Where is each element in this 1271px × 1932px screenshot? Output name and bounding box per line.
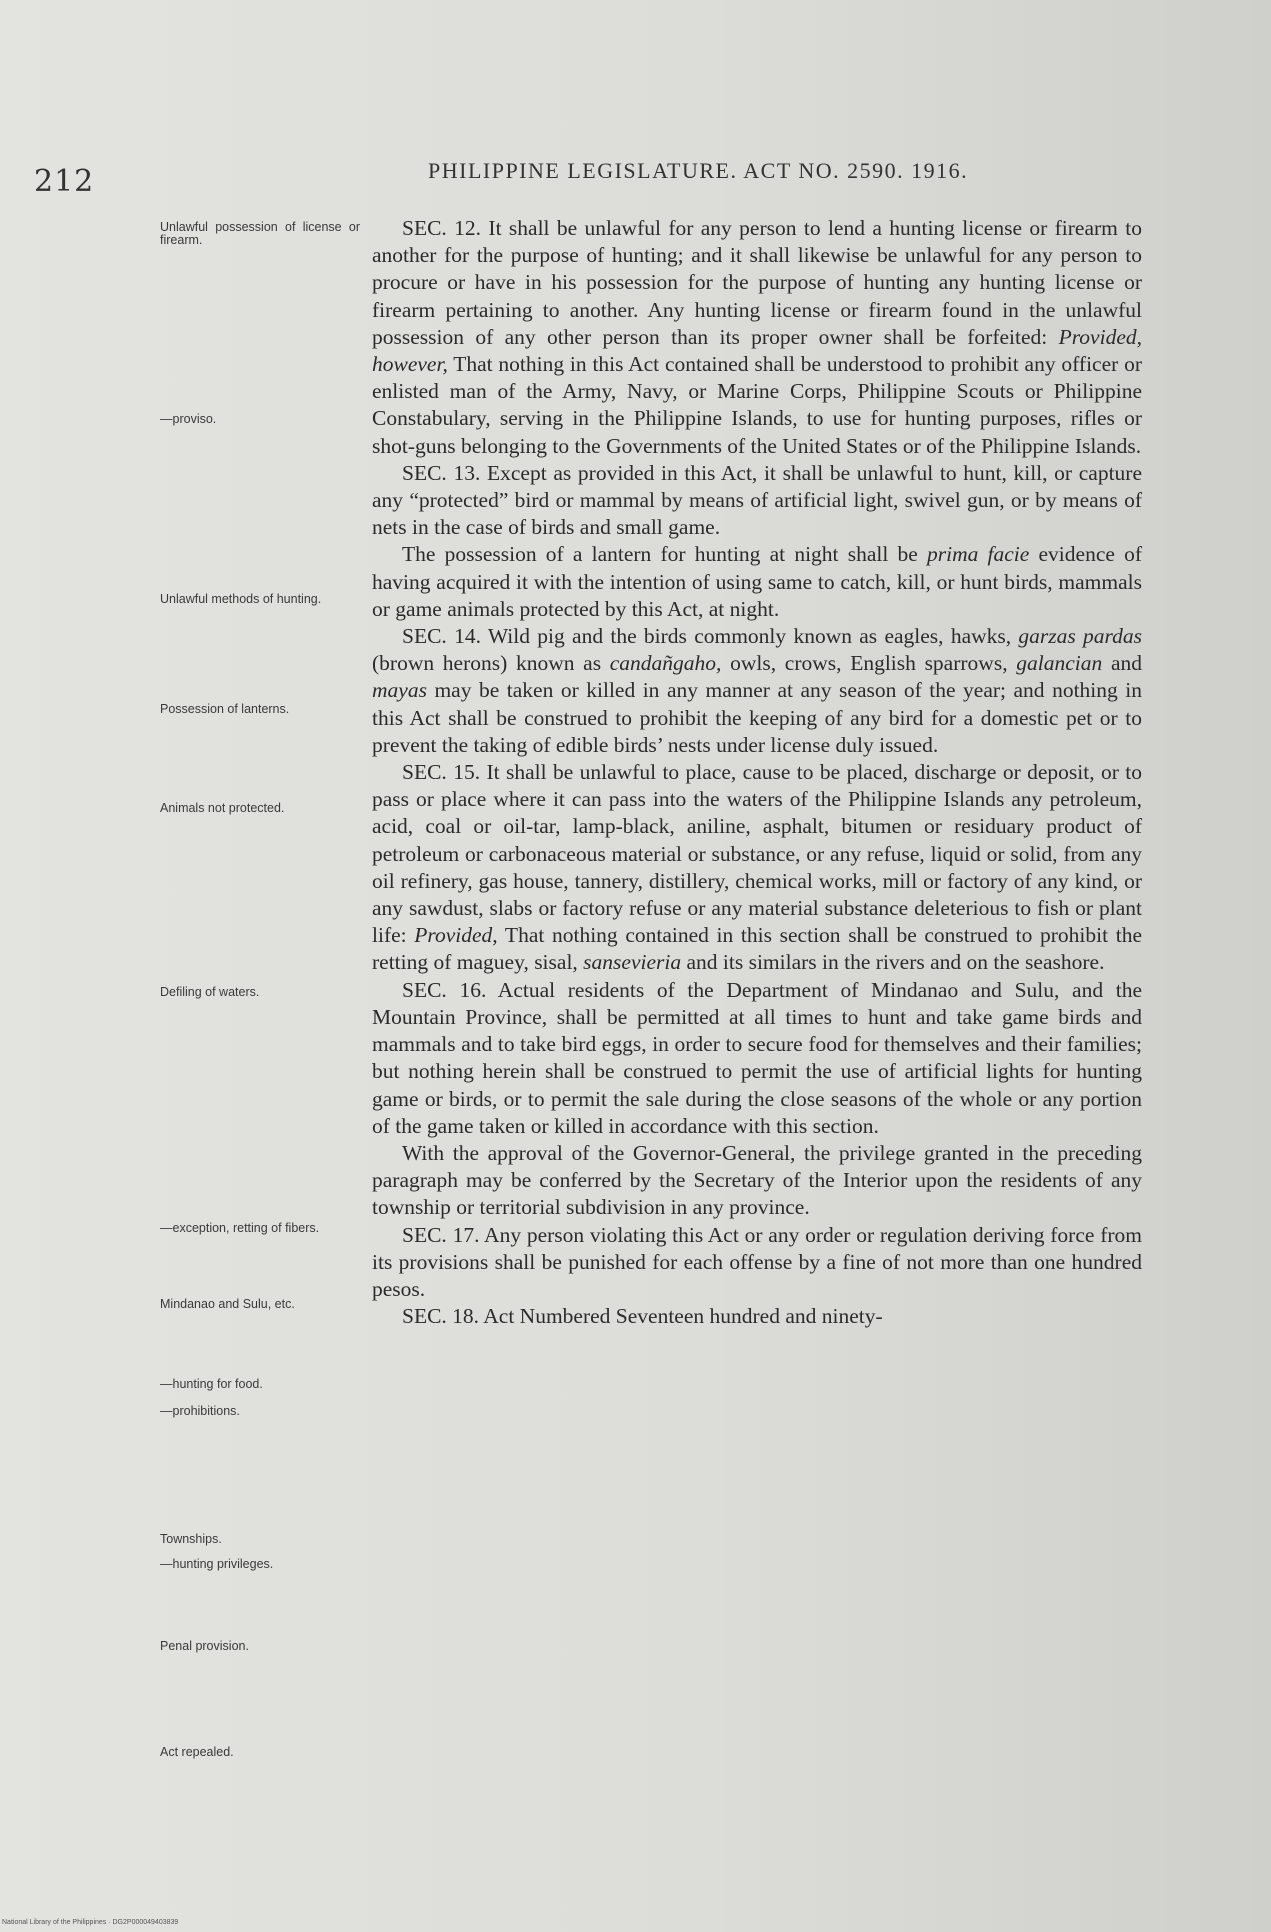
section-text: and its similars in the rivers and on the seashore.	[681, 950, 1105, 975]
section-17	[372, 1222, 1142, 1304]
margin-note-mindanao-sulu: Mindanao and Sulu, etc.	[160, 1297, 295, 1311]
italic-phrase: Provided,	[414, 923, 498, 948]
section-text: Actual residents of the Department of Mindanao and Sulu, and the Mountain Province, shall be permitted at all times to hunt and take game birds and mammals and to take bird eggs, in order to secure food for themselves and their families; but nothing herein shall be construed to permit the use of artificial lights for hunting game or birds, or to permit the sale during the close seasons of the whole or any portion of the game taken or killed in accordance with this section.	[372, 977, 1142, 1138]
margin-note-hunting-food: —hunting for food.	[160, 1377, 263, 1391]
running-head: PHILIPPINE LEGISLATURE. ACT NO. 2590. 1916.	[428, 158, 969, 183]
section-text: Wild pig and the birds commonly known as eagles, hawks,	[480, 624, 1019, 649]
italic-phrase: galancian	[1016, 651, 1103, 676]
margin-note-retting-exception: —exception, retting of fibers.	[160, 1221, 320, 1235]
section-label: SEC. 17.	[402, 1222, 480, 1247]
section-text: evidence of having acquired it with the intention of using same to catch, kill, or hunt birds, mammals or game animals protected by this Act, at night.	[372, 542, 1143, 621]
section-text: With the approval of the Governor-General, the privilege granted in the preceding paragraph may be conferred by the Secretary of the Interior upon the residents of any township or territorial subdivision in any province.	[372, 1140, 1142, 1220]
margin-note-hunting-privileges: —hunting privileges.	[160, 1557, 274, 1571]
section-text: and	[1102, 651, 1142, 676]
margin-note-act-repealed: Act repealed.	[160, 1745, 234, 1759]
section-text: Act Numbered Seventeen hundred and ninety-	[479, 1304, 883, 1329]
margin-note-unlawful-methods: Unlawful methods of hunting.	[160, 592, 322, 606]
margin-note-defiling-waters: Defiling of waters.	[160, 985, 260, 999]
section-13	[372, 460, 1142, 542]
margin-note-townships: Townships.	[160, 1532, 222, 1546]
section-label: SEC. 12.	[402, 216, 482, 240]
section-text: Any person violating this Act or any order or regulation deriving force from its provisions shall be punished for each offense by a fine of not more than one hundred pesos.	[372, 1222, 1142, 1301]
italic-phrase: mayas	[372, 678, 427, 703]
margin-note-proviso: —proviso.	[160, 412, 217, 426]
section-text: The possession of a lantern for hunting at night shall be	[402, 542, 927, 567]
italic-phrase: garzas pardas	[1018, 624, 1142, 649]
section-16	[372, 977, 1142, 1140]
italic-phrase: candañgaho,	[609, 651, 722, 676]
section-18	[372, 1303, 1142, 1330]
section-text: That nothing contained in this section shall be construed to prohibit the retting of maguey, sisal,	[372, 923, 1142, 975]
body-text	[372, 215, 1142, 1330]
italic-phrase: sansevieria	[583, 950, 682, 975]
section-text: owls, crows, English sparrows,	[721, 651, 1017, 676]
section-label: SEC. 15.	[402, 760, 481, 785]
section-label: SEC. 13.	[402, 460, 481, 485]
section-15	[372, 759, 1142, 977]
scan-credit: National Library of the Philippines · DG2P000049403839	[2, 1919, 179, 1926]
section-text: Except as provided in this Act, it shall be unlawful to hunt, kill, or capture any “protected” bird or mammal by means of artificial light, swivel gun, or by means of nets in the case of birds and small game.	[372, 460, 1142, 540]
section-label: SEC. 16.	[402, 977, 487, 1002]
section-text: It shall be unlawful to place, cause to be placed, discharge or deposit, or to pass or place where it can pass into the waters of the Philippine Islands any petroleum, acid, coal or oil-tar, lamp-black, aniline, asphalt, bitumen or residuary product of petroleum or carbonaceous material or substance, or any refuse, liquid or solid, from any oil refinery, gas house, tannery, distillery, chemical works, mill or factory of any kind, or any sawdust, slabs or factory refuse or any material substance deleterious to fish or plant life:	[372, 760, 1142, 948]
section-label: SEC. 18.	[402, 1304, 480, 1329]
margin-note-penal-provision: Penal provision.	[160, 1639, 249, 1653]
section-13-lantern-paragraph	[372, 541, 1142, 623]
section-16-township-paragraph	[372, 1140, 1142, 1222]
margin-note-prohibitions: —prohibitions.	[160, 1404, 240, 1418]
section-text: may be taken or killed in any manner at any season of the year; and nothing in this Act shall be construed to prohibit the keeping of any bird for a domestic pet or to prevent the taking of edible birds’ nests under license duly issued.	[372, 678, 1142, 757]
page-number: 212	[34, 164, 95, 199]
section-text: It shall be unlawful for any person to lend a hunting license or firearm to another for the purpose of hunting; and it shall likewise be unlawful for any person to procure or have in his possession for the purpose of hunting any hunting license or firearm pertaining to another. Any hunting license or firearm found in the unlawful possession of any other person than its proper owner shall be forfeited:	[372, 216, 1142, 349]
section-text: (brown herons) known as	[372, 651, 610, 676]
section-label: SEC. 14.	[402, 624, 481, 649]
margin-note-lanterns: Possession of lanterns.	[160, 702, 290, 716]
margin-note-animals-not-protected: Animals not protected.	[160, 801, 285, 815]
section-12	[372, 215, 1142, 460]
italic-phrase: prima facie	[926, 542, 1030, 567]
section-text: That nothing in this Act contained shall be understood to prohibit any officer or enlisted man of the Army, Navy, or Marine Corps, Philippine Scouts or Philippine Constabulary, serving in the Philippine Islands, to use for hunting purposes, rifles or shot-guns belonging to the Governments of the United States or of the Philippine Islands.	[372, 352, 1142, 458]
margin-note-unlawful-possession: Unlawful possession of license or firearm.	[160, 220, 360, 247]
section-14	[372, 623, 1142, 759]
italic-phrase: Provided, however,	[372, 324, 1142, 377]
